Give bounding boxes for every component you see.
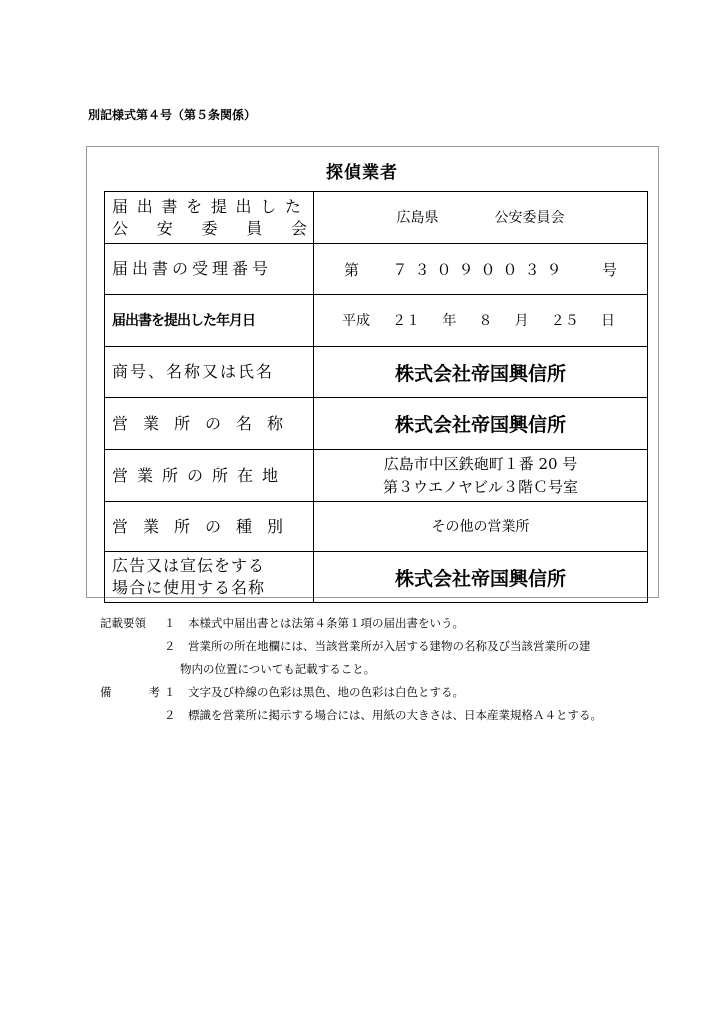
list-item-continued: 物内の位置についても記載すること。 [180, 662, 376, 676]
table-row [105, 502, 648, 552]
value-trade-name: 株式会社帝国興信所 [314, 347, 648, 398]
table-row [105, 244, 648, 295]
value-commission: 広島県 公安委員会 [314, 192, 648, 244]
table-row [105, 347, 648, 398]
label-office-name: 営業所の名称 [105, 398, 314, 450]
list-item: 記載要領 １ 本様式中届出書とは法第４条第１項の届出書をいう。 [100, 612, 602, 635]
table-row [105, 295, 648, 347]
label-submit-date: 届出書を提出した年月日 [105, 295, 314, 347]
label-trade-name: 商号、名称又は氏名 [105, 347, 314, 398]
label-commission-line2: 公 安 委 員 会 [112, 218, 307, 238]
label-receipt-number: 届出書の受理番号 [105, 244, 314, 295]
notes-heading-instructions: 記載要領 [100, 616, 146, 630]
value-office-type: その他の営業所 [314, 502, 648, 552]
notes-heading-remarks: 備 考 [100, 685, 160, 699]
list-item: ２ 標識を営業所に掲示する場合には、用紙の大きさは、日本産業規格Ａ４とする。 [164, 708, 602, 722]
list-item: ２ 営業所の所在地欄には、当該営業所が入居する建物の名称及び当該営業所の建 [164, 639, 591, 653]
table-row [105, 450, 648, 502]
value-submit-date: 平成 ２１ 年 ８ 月 ２５ 日 [314, 295, 648, 347]
label-commission: 届 出 書 を 提 出 し た 公 安 委 員 会 [105, 192, 314, 244]
value-office-name: 株式会社帝国興信所 [314, 398, 648, 450]
sign-title: 探偵業者 [326, 163, 398, 183]
list-item: 備 考 １ 文字及び枠線の色彩は黒色、地の色彩は白色とする。 [100, 681, 602, 704]
notes-section [100, 612, 602, 727]
table-row [105, 398, 648, 450]
label-office-type: 営業所の種別 [105, 502, 314, 552]
form-number-label: 別記様式第４号（第５条関係） [88, 108, 257, 122]
value-office-address: 広島市中区鉄砲町１番 20 号 第３ウエノヤビル３階Ｃ号室 [314, 450, 648, 502]
label-advertising-name: 広告又は宣伝をする 場合に使用する名称 [105, 552, 314, 603]
detective-sign-table [104, 191, 648, 603]
value-advertising-name: 株式会社帝国興信所 [314, 552, 648, 603]
table-row [105, 552, 648, 603]
value-receipt-number: 第 ７３０９００３９ 号 [314, 244, 648, 295]
label-office-address: 営業所の所在地 [105, 450, 314, 502]
table-row [105, 192, 648, 244]
